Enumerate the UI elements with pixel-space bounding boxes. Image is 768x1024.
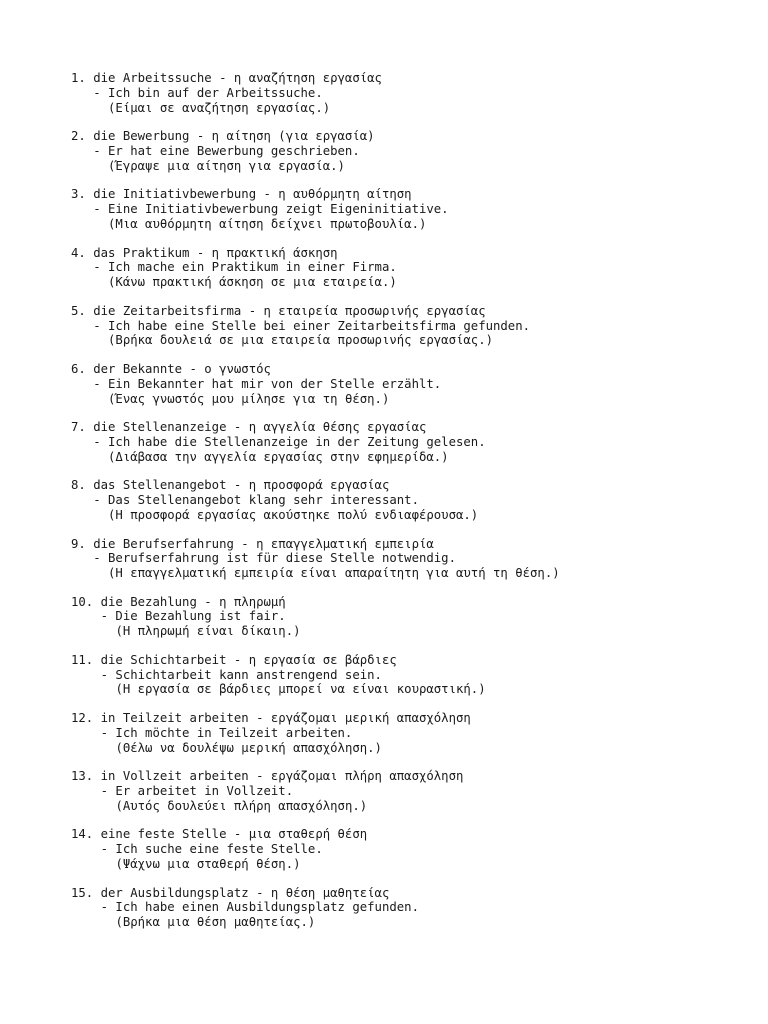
indent — [71, 217, 93, 231]
translation-line — [71, 624, 751, 639]
indent — [71, 726, 101, 740]
term-line — [71, 129, 751, 144]
indent — [71, 333, 93, 347]
example-text: - Eine Initiativbewerbung zeigt Eigeninitiative. — [93, 202, 449, 217]
translation-text: (Ψάχνω μια σταθερή θέση.) — [115, 857, 301, 872]
term-line — [71, 711, 751, 726]
example-line — [71, 377, 751, 392]
vocabulary-entry — [71, 246, 751, 290]
indent — [71, 508, 93, 522]
example-line — [71, 900, 751, 915]
entry-number: 14. — [71, 827, 94, 842]
example-line — [71, 319, 751, 334]
entry-number: 1. — [71, 71, 86, 85]
vocabulary-entry — [71, 886, 751, 930]
example-line — [71, 144, 751, 159]
example-text: - Ich bin auf der Arbeitssuche. — [93, 85, 323, 100]
translation-text: (Διάβασα την αγγελία εργασίας στην εφημερίδα.) — [108, 449, 449, 464]
entry-number: 15. — [71, 885, 94, 900]
example-text: - Berufserfahrung ist für diese Stelle notwendig. — [93, 551, 456, 566]
indent — [71, 493, 93, 507]
indent — [71, 101, 93, 115]
entry-number: 6. — [71, 361, 86, 376]
example-line — [71, 86, 751, 101]
entry-number: 8. — [71, 478, 86, 493]
entry-number: 10. — [71, 594, 94, 609]
translation-text: (Αυτός δουλεύει πλήρη απασχόληση.) — [115, 798, 368, 813]
example-line — [71, 668, 751, 683]
term-line — [71, 653, 751, 668]
vocabulary-entry — [71, 187, 751, 231]
vocabulary-entry — [71, 711, 751, 755]
entry-number: 11. — [71, 652, 94, 667]
term-text: die Berufserfahrung - η επαγγελματική εμπειρία — [93, 536, 434, 551]
example-text: - Die Bezahlung ist fair. — [100, 609, 286, 624]
term-line — [71, 362, 751, 377]
vocabulary-entry — [71, 71, 751, 115]
vocabulary-entry — [71, 827, 751, 871]
indent — [71, 668, 101, 682]
translation-text: (Η προσφορά εργασίας ακούστηκε πολύ ενδιαφέρουσα.) — [108, 507, 479, 522]
indent — [71, 260, 93, 274]
indent — [71, 741, 101, 755]
vocabulary-entry — [71, 769, 751, 813]
indent — [71, 435, 93, 449]
example-text: - Ich möchte in Teilzeit arbeiten. — [100, 725, 353, 740]
indent — [71, 377, 93, 391]
example-line — [71, 260, 751, 275]
example-text: - Ein Bekannter hat mir von der Stelle erzählt. — [93, 376, 442, 391]
term-line — [71, 595, 751, 610]
example-text: - Ich mache ein Praktikum in einer Firma. — [93, 260, 397, 275]
translation-line — [71, 101, 751, 116]
term-text: die Arbeitssuche - η αναζήτηση εργασίας — [93, 71, 382, 85]
example-line — [71, 784, 751, 799]
indent — [71, 682, 101, 696]
example-text: - Ich habe die Stellenanzeige in der Zeitung gelesen. — [93, 434, 486, 449]
example-line — [71, 842, 751, 857]
indent — [71, 566, 93, 580]
vocabulary-entry — [71, 304, 751, 348]
term-line — [71, 187, 751, 202]
indent — [71, 900, 101, 914]
example-text: - Ich habe einen Ausbildungsplatz gefunden. — [100, 900, 419, 915]
example-text: - Das Stellenangebot klang sehr interessant. — [93, 493, 419, 508]
entry-number: 3. — [71, 187, 86, 202]
term-text: der Ausbildungsplatz - η θέση μαθητείας — [100, 885, 390, 900]
indent — [71, 624, 101, 638]
translation-text: (Ένας γνωστός μου μίλησε για τη θέση.) — [108, 391, 390, 406]
vocabulary-entry — [71, 595, 751, 639]
translation-line — [71, 915, 751, 930]
indent — [71, 915, 101, 929]
translation-text: (Έγραψε μια αίτηση για εργασία.) — [108, 158, 345, 173]
translation-line — [71, 799, 751, 814]
translation-line — [71, 275, 751, 290]
term-line — [71, 304, 751, 319]
term-line — [71, 71, 751, 86]
translation-line — [71, 508, 751, 523]
term-line — [71, 537, 751, 552]
indent — [71, 551, 93, 565]
translation-text: (Βρήκα μια θέση μαθητείας.) — [115, 915, 316, 930]
entry-number: 13. — [71, 769, 94, 784]
example-text: - Schichtarbeit kann anstrengend sein. — [100, 667, 382, 682]
indent — [71, 159, 93, 173]
translation-text: (Μια αυθόρμητη αίτηση δείχνει πρωτοβουλία.) — [108, 216, 427, 231]
term-line — [71, 246, 751, 261]
entry-number: 4. — [71, 245, 86, 260]
indent — [71, 86, 93, 100]
indent — [71, 857, 101, 871]
vocabulary-entry — [71, 537, 751, 581]
term-text: die Zeitarbeitsfirma - η εταιρεία προσωρινής εργασίας — [93, 303, 486, 318]
vocabulary-list — [71, 71, 751, 944]
example-text: - Ich suche eine feste Stelle. — [100, 842, 323, 857]
translation-line — [71, 682, 751, 697]
example-line — [71, 493, 751, 508]
indent — [71, 799, 101, 813]
term-text: die Stellenanzeige - η αγγελία θέσης εργασίας — [93, 420, 427, 435]
term-text: die Initiativbewerbung - η αυθόρμητη αίτηση — [93, 187, 412, 202]
term-text: in Teilzeit arbeiten - εργάζομαι μερική απασχόληση — [100, 711, 471, 726]
indent — [71, 392, 93, 406]
example-line — [71, 435, 751, 450]
translation-text: (Βρήκα δουλειά σε μια εταιρεία προσωρινής εργασίας.) — [108, 333, 494, 348]
indent — [71, 609, 101, 623]
example-text: - Er arbeitet in Vollzeit. — [100, 784, 294, 799]
term-text: das Praktikum - η πρακτική άσκηση — [93, 245, 338, 260]
term-text: eine feste Stelle - μια σταθερή θέση — [100, 827, 368, 842]
indent — [71, 784, 101, 798]
translation-line — [71, 857, 751, 872]
entry-number: 12. — [71, 711, 94, 726]
term-line — [71, 827, 751, 842]
indent — [71, 842, 101, 856]
translation-line — [71, 159, 751, 174]
example-line — [71, 202, 751, 217]
vocabulary-entry — [71, 129, 751, 173]
entry-number: 2. — [71, 129, 86, 144]
translation-line — [71, 333, 751, 348]
translation-line — [71, 392, 751, 407]
indent — [71, 202, 93, 216]
example-line — [71, 726, 751, 741]
term-line — [71, 769, 751, 784]
indent — [71, 275, 93, 289]
term-text: die Bezahlung - η πληρωμή — [100, 594, 286, 609]
vocabulary-entry — [71, 653, 751, 697]
example-text: - Er hat eine Bewerbung geschrieben. — [93, 143, 360, 158]
entry-number: 5. — [71, 303, 86, 318]
translation-line — [71, 566, 751, 581]
indent — [71, 450, 93, 464]
translation-text: (Θέλω να δουλέψω μερική απασχόληση.) — [115, 740, 382, 755]
translation-line — [71, 741, 751, 756]
entry-number: 9. — [71, 536, 86, 551]
indent — [71, 319, 93, 333]
term-text: die Bewerbung - η αίτηση (για εργασία) — [93, 129, 375, 144]
translation-text: (Η επαγγελματική εμπειρία είναι απαραίτητη για αυτή τη θέση.) — [108, 566, 560, 581]
term-line — [71, 478, 751, 493]
entry-number: 7. — [71, 420, 86, 435]
example-text: - Ich habe eine Stelle bei einer Zeitarbeitsfirma gefunden. — [93, 318, 531, 333]
term-text: die Schichtarbeit - η εργασία σε βάρδιες — [100, 652, 397, 667]
term-line — [71, 886, 751, 901]
vocabulary-entry — [71, 478, 751, 522]
indent — [71, 144, 93, 158]
translation-text: (Είμαι σε αναζήτηση εργασίας.) — [108, 100, 331, 115]
example-line — [71, 609, 751, 624]
translation-text: (Κάνω πρακτική άσκηση σε μια εταιρεία.) — [108, 275, 397, 290]
translation-text: (Η εργασία σε βάρδιες μπορεί να είναι κουραστική.) — [115, 682, 486, 697]
translation-line — [71, 450, 751, 465]
term-line — [71, 420, 751, 435]
translation-text: (Η πληρωμή είναι δίκαιη.) — [115, 624, 301, 639]
vocabulary-entry — [71, 420, 751, 464]
term-text: in Vollzeit arbeiten - εργάζομαι πλήρη απασχόληση — [100, 769, 464, 784]
vocabulary-entry — [71, 362, 751, 406]
example-line — [71, 551, 751, 566]
term-text: das Stellenangebot - η προσφορά εργασίας — [93, 478, 390, 493]
translation-line — [71, 217, 751, 232]
term-text: der Bekannte - ο γνωστός — [93, 361, 271, 376]
